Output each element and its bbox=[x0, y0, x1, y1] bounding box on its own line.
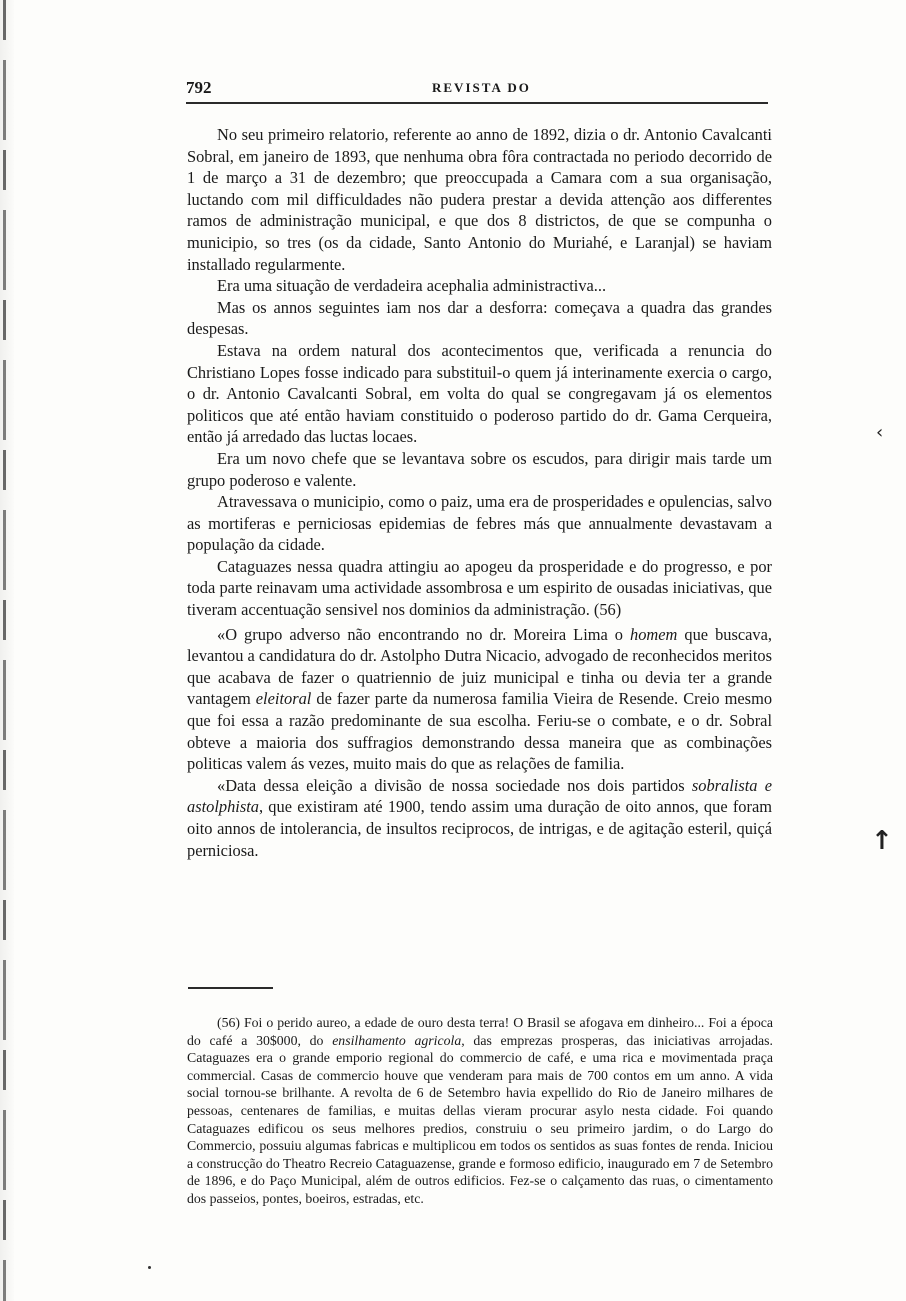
paragraph-5: Era um novo chefe que se levantava sobre os escudos, para dirigir mais tarde um grupo poderoso e valente. bbox=[187, 448, 772, 490]
footnote-rule bbox=[188, 987, 273, 989]
page-number: 792 bbox=[186, 78, 212, 97]
running-head: REVISTA DO bbox=[432, 80, 531, 95]
paragraph-4: Estava na ordem natural dos acontecimentos que, verificada a renuncia do Christiano Lopes fosse indicado para substituil-o quem já interinamente exercia o cargo, o dr. Antonio Cavalcanti Sobral, em volta do qual se congregavam já os elementos politicos que até então haviam constituido o poderoso partido do dr. Gama Cerqueira, então já arredado das luctas locaes. bbox=[187, 340, 772, 447]
paragraph-6: Atravessava o municipio, como o paiz, uma era de prosperidades e opulencias, salvo as mortiferas e perniciosas epidemias de febres más que annualmente devastavam a população da cidade. bbox=[187, 492, 772, 555]
paragraph-7: Cataguazes nessa quadra attingiu ao apogeu da prosperidade e do progresso, e por toda parte reinavam uma actividade assombrosa e um espirito de ousadas iniciativas, que tiveram accentuação sensivel nos dominios da administração. (56) bbox=[187, 556, 772, 620]
paragraph-8-part2: que buscava, levantou a candidatura do dr. Astolpho Dutra Nicacio, advogado de reconhecidos meritos que acabava de fazer o quatriennio de juiz municipal e tinha ou devia ter a grande vantagem bbox=[187, 624, 772, 709]
paragraph-8-part3: de fazer parte da numerosa familia Vieira de Resende. Creio mesmo que foi essa a razão predominante de sua escolha. Feriu-se o combate, e o dr. Sobral obteve a maioria dos suffragios demonstrando dessa maneira que as combinações politicas valem ás vezes, muito mais do que as relações de familia. bbox=[187, 689, 773, 774]
paragraph-8-italic-1: homem bbox=[630, 624, 678, 644]
paragraph-2: Era uma situação de verdadeira acephalia administractiva... bbox=[217, 276, 607, 296]
stray-ink-dot bbox=[148, 1266, 151, 1269]
footnote-text bbox=[187, 1014, 773, 1208]
paragraph-9-part2: , que existiram até 1900, tendo assim uma duração de oito annos, que foram oito annos de intolerancia, de insultos reciprocos, de intrigas, e de agitação esteril, quiçá perniciosa. bbox=[187, 797, 772, 860]
paragraph-9-italic-1: sobralista e astolphista bbox=[187, 775, 772, 817]
paragraph-9-part1: «Data dessa eleição a divisão de nossa sociedade nos dois partidos bbox=[217, 775, 692, 795]
paragraph-9 bbox=[187, 775, 772, 861]
paragraph-1: No seu primeiro relatorio, referente ao anno de 1892, dizia o dr. Antonio Cavalcanti Sobral, em janeiro de 1893, que nenhuma obra fôra contractada no periodo decorrido de 1 de março a 31 de dezembro; que preoccupada a Camara com a sua organisação, luctando com mil difficuldades não pudera prestar a devida attenção aos differentes ramos de administração municipal, e que dos 8 districtos, de que se compunha o municipio, so tres (os da cidade, Santo Antonio do Muriahé, e Laranjal) se haviam installado regularmente. bbox=[187, 125, 772, 274]
footnote-italic-1: ensilhamento agricola bbox=[332, 1032, 462, 1048]
footnote-part1: (56) Foi o perido aureo, a edade de ouro desta terra! O Brasil se afogava em dinheiro... Foi a época do café a 30$000, do bbox=[187, 1015, 773, 1048]
page-header bbox=[186, 78, 770, 100]
footnote-part2: , das emprezas prosperas, das iniciativas arrojadas. Cataguazes era o grande emporio regional do commercio de café, e uma rica e movimentada praça commercial. Casas de commercio houve que venderam para mais de 700 contos em um anno. A vida social tornou-se brilhante. A revolta de 6 de Setembro havia expellido do Rio de Janeiro milhares de pessoas, centenares de familias, e muitas dellas vieram procurar asylo nesta cidade. Foi quando Cataguazes edificou os seus melhores predios, construiu o seu primeiro jardim, o do Largo do Commercio, possuiu algumas fabricas e multiplicou em todos os sentidos as suas fontes de renda. Iniciou a construcção do Theatro Recreio Cataguazense, grande e formoso edificio, inaugurado em 7 de Setembro de 1896, e do Paço Municipal, além de outros edificios. Fez-se o calçamento das ruas, o cimentamento dos passeios, pontes, boeiros, estradas, etc. bbox=[187, 1032, 773, 1206]
header-rule bbox=[186, 102, 768, 104]
main-text bbox=[187, 124, 772, 861]
paragraph-8-italic-2: eleitoral bbox=[255, 689, 312, 709]
page-binding-edge bbox=[0, 0, 14, 1301]
paragraph-8-part1: «O grupo adverso não encontrando no dr. Moreira Lima o bbox=[217, 624, 631, 644]
margin-mark-2: ↑ bbox=[871, 826, 893, 856]
paragraph-8 bbox=[187, 624, 772, 775]
margin-mark-1: ‹ bbox=[876, 422, 884, 443]
paragraph-3: Mas os annos seguintes iam nos dar a desforra: começava a quadra das grandes despesas. bbox=[187, 297, 772, 339]
footnote-56 bbox=[187, 1014, 773, 1208]
